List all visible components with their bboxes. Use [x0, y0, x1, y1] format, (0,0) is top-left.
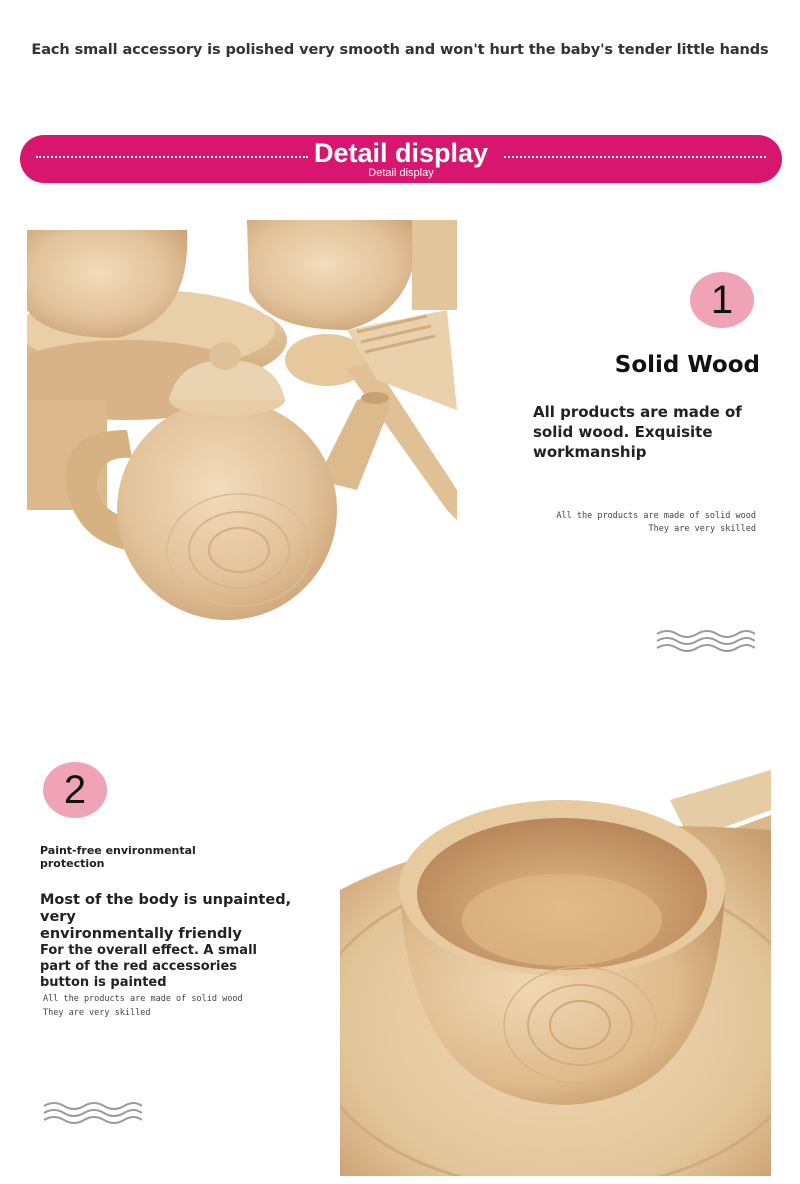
section-2-body-line: part of the red accessories — [40, 959, 238, 974]
section-1-body-line: workmanship — [533, 443, 647, 461]
banner-title: Detail display — [313, 138, 489, 168]
section-1-body-line: All products are made of — [533, 403, 742, 421]
top-caption: Each small accessory is polished very smooth and won't hurt the baby's tender little hands — [31, 42, 769, 58]
section-1-body-line: solid wood. Exquisite — [533, 423, 713, 441]
wooden-teapot-photo — [27, 220, 457, 630]
section-1-small-line: All the products are made of solid wood — [556, 511, 756, 521]
section-2-body-line: For the overall effect. A small — [40, 943, 257, 958]
detail-display-banner — [20, 135, 782, 183]
section-2-heading-line: Paint-free environmental — [40, 844, 196, 857]
section-1-number-badge: 1 — [690, 272, 754, 328]
section-2-body-line: environmentally friendly — [40, 926, 242, 942]
section-2-body-line: Most of the body is unpainted, very — [40, 892, 292, 925]
section-2-number-badge: 2 — [43, 762, 107, 818]
section-1-body — [533, 402, 763, 462]
section-1-small-text — [500, 510, 756, 536]
wave-lines-icon — [42, 1100, 142, 1126]
section-2-heading-line: protection — [40, 857, 105, 870]
wooden-cup-photo — [340, 770, 771, 1176]
wave-lines-icon — [655, 628, 755, 654]
section-2-small-line: All the products are made of solid wood — [43, 994, 243, 1004]
banner-subtitle: Detail display — [368, 167, 434, 179]
section-2-heading — [40, 844, 220, 870]
section-1-small-line: They are very skilled — [648, 524, 756, 534]
section-2-small-text — [43, 992, 283, 1020]
section-2-body-line: button is painted — [40, 975, 167, 990]
section-1-title: Solid Wood — [614, 352, 760, 378]
section-2-small-line: They are very skilled — [43, 1008, 151, 1018]
section-2-body — [40, 892, 320, 991]
